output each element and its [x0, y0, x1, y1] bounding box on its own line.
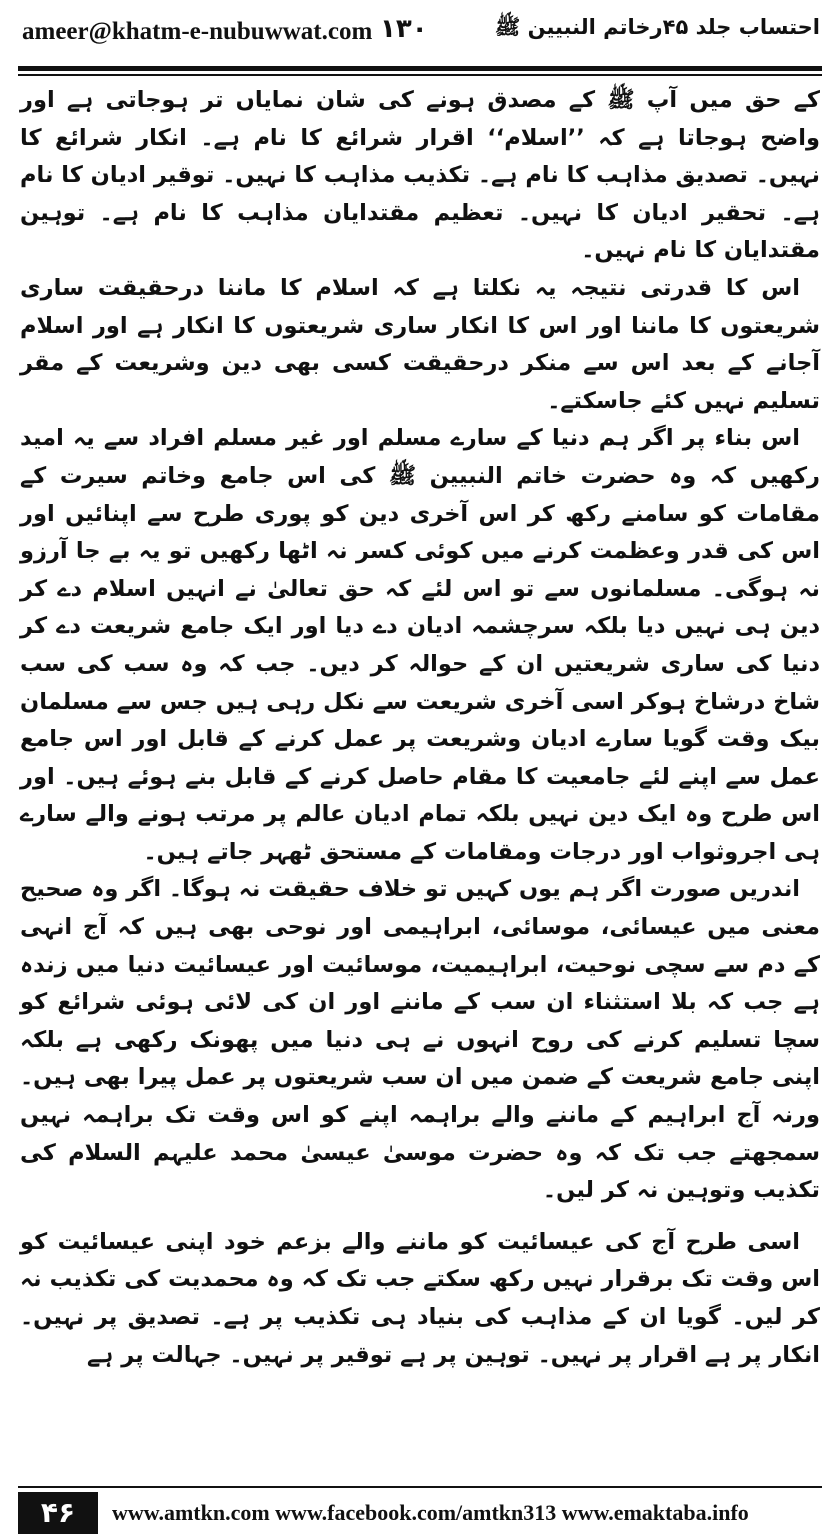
header-page-number: ۱۳۰	[380, 14, 428, 44]
main-text	[20, 82, 820, 1374]
page-footer	[0, 1486, 840, 1540]
header-book-title: احتساب جلد ۴۵رخاتم النبیین ﷺ	[494, 15, 820, 39]
header-divider-thin	[18, 74, 822, 76]
footer-links: www.amtkn.com www.facebook.com/amtkn313 www.emaktaba.info	[112, 1500, 749, 1525]
paragraph-1: کے حق میں آپ ﷺ کے مصدق ہونے کی شان نمایاں تر ہوجاتی ہے اور واضح ہوجاتا ہے کہ ’’اسلام‘‘ اقرار شرائع کا نام ہے۔ انکار شرائع کا نہیں۔ تصدیق مذاہب کا نام ہے۔ تکذیب مذاہب کا نہیں۔ توقیر ادیان کا نام ہے۔ تحقیر ادیان کا نہیں۔ تعظیم مقتدایان مذاہب کا نام ہے۔ توہین مقتدایان کا نام نہیں۔	[20, 87, 820, 264]
paragraph-4: اندریں صورت اگر ہم یوں کہیں تو خلاف حقیقت نہ ہوگا۔ اگر وہ صحیح معنی میں عیسائی، موسائی، ابراہیمی اور نوحی بھی ہیں کہ آج انہی کے دم سے سچی نوحیت، ابراہیمیت، موسائیت اور عیسائیت دنیا میں زندہ ہے جب کہ بلا استثناء ان سب کے ماننے اور ان کی لائی ہوئی شرائع کو سچا تسلیم کرنے کی روح انہوں نے ہی دنیا میں پھونک رکھی ہے بلکہ اپنی جامع شریعت کے ضمن میں ان سب شریعتوں پر عمل پیرا بھی ہیں۔ ورنہ آج ابراہیم کے ماننے والے براہمہ اپنے کو اس وقت تک براہمہ نہیں سمجھتے جب تک کہ وہ حضرت موسیٰ عیسیٰ محمد علیہم السلام کی تکذیب وتوہین نہ کر لیں۔	[20, 876, 820, 1204]
paragraph-3: اس بناء پر اگر ہم دنیا کے سارے مسلم اور غیر مسلم افراد سے یہ امید رکھیں کہ وہ حضرت خاتم النبیین ﷺ کی اس جامع وخاتم سیرت کے مقامات کو سامنے رکھ کر اس آخری دین کو پوری طرح سے اپنائیں اور اس کی قدر وعظمت کرنے میں کوئی کسر نہ اٹھا رکھیں تو یہ بے جا آرزو نہ ہوگی۔ مسلمانوں سے تو اس لئے کہ حق تعالیٰ نے انہیں اسلام دے کر دین ہی نہیں دیا بلکہ سرچشمہ ادیان دے دیا اور ایک جامع شریعت دے کر دنیا کی ساری شریعتیں ان کے حوالہ کر دیں۔ جب کہ وہ سب کی سب شاخ درشاخ ہوکر اسی آخری شریعت سے نکل رہی ہیں جس سے مسلمان بیک وقت گویا سارے ادیان وشریعت پر عمل کرنے کے قابل اور اس جامع عمل سے اپنے لئے جامعیت کا مقام حاصل کرنے کے قابل بنے ہوئے ہیں۔ اور اس طرح وہ ایک دین نہیں بلکہ تمام ادیان عالم پر مرتب ہونے والے سارے ہی اجروثواب اور درجات ومقامات کے مستحق ٹھہر جاتے ہیں۔	[20, 425, 820, 865]
header-divider	[18, 66, 822, 71]
header-email: ameer@khatm-e-nubuwwat.com	[22, 18, 373, 45]
footer-page-number: ۴۶	[18, 1492, 98, 1534]
paragraph-5: اسی طرح آج کی عیسائیت کو ماننے والے بزعم خود اپنی عیسائیت کو اس وقت تک برقرار نہیں رکھ سکتے جب تک کہ وہ محمدیت کی تکذیب نہ کر لیں۔ گویا ان کے مذاہب کی بنیاد ہی تکذیب پر ہے۔ تصدیق پر نہیں۔ انکار پر ہے اقرار پر نہیں۔ توہین پر ہے توقیر پر نہیں۔ جہالت پر ہے	[20, 1228, 820, 1368]
footer-divider	[18, 1486, 822, 1488]
paragraph-2: اس کا قدرتی نتیجہ یہ نکلتا ہے کہ اسلام کا ماننا درحقیقت ساری شریعتوں کا ماننا اور اس کا انکار ساری شریعتوں کا انکار ہے اور اسلام آجانے کے بعد اس سے منکر درحقیقت کسی بھی دین وشریعت کے مقر تسلیم نہیں کئے جاسکتے۔	[20, 274, 820, 414]
page-header	[0, 0, 840, 62]
